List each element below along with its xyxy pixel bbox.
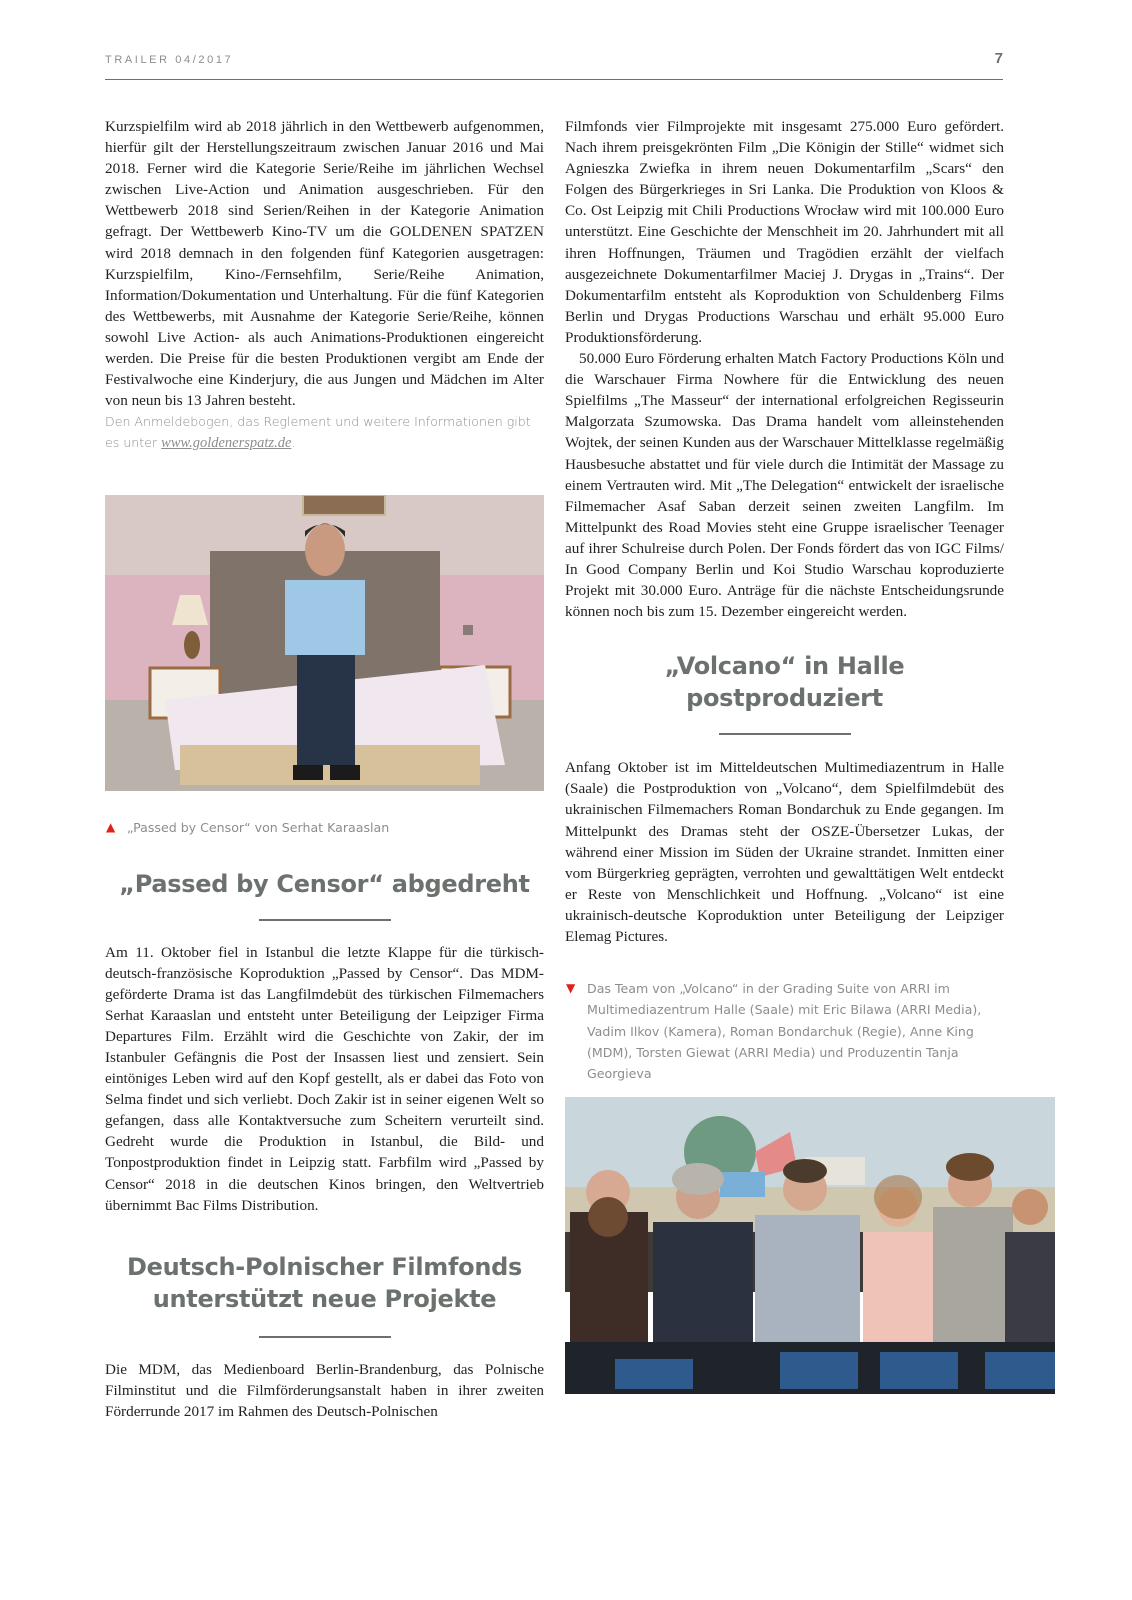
intro-text [105, 116, 544, 411]
article-paragraph: Die MDM, das Medienboard Berlin-Brandenburg, das Polnische Filminstitut und die Filmförderungsanstalt haben in ihrer zweiten Förderrunde 2017 im Rahmen des Deutsch-Polnischen [105, 1360, 544, 1420]
publication-label: TRAILER 04/2017 [105, 54, 234, 66]
article-paragraph: Anfang Oktober ist im Mitteldeutschen Multimediazentrum in Halle (Saale) die Postproduktion von „Volcano“, dem Spielfilmdebüt des ukrainischen Filmemachers Roman Bondarchuk zu Ende gegangen. Im Mittelpunkt des Dramas steht der OSZE-Übersetzer Lukas, der während einer Mission im Süden der Ukraine strandet. Inmitten einer vom Bürgerkrieg geprägten, verrohten und gewalttätigen Welt entdeckt er Reste von Menschlichkeit und Hoffnung. „Volcano“ ist eine ukrainisch-deutsche Koproduktion unter Beteiligung der Leipziger Elemag Pictures. [565, 759, 1004, 945]
team-illustration [565, 1097, 1055, 1394]
caption-text: „Passed by Censor“ von Serhat Karaaslan [127, 820, 390, 836]
heading-divider [259, 919, 391, 921]
page-number: 7 [994, 50, 1003, 67]
intro-paragraph: Kurzspielfilm wird ab 2018 jährlich in den Wettbewerb aufgenommen, hierfür gilt der Herstellungszeitraum zwischen Januar 2016 und Mai 2018. Ferner wird die Kategorie Serie/Reihe im jährlichen Wechsel zwischen Live-Action und Animation ausgeschrieben. Für den Wettbewerb 2018 sind Serien/Reihen in der Kategorie Animation gefragt. Der Wettbewerb Kino-TV um die GOLDENEN SPATZEN wird 2018 demnach in den folgenden fünf Kategorien ausgetragen: Kurzspielfilm, Kino-/Fernsehfilm, Serie/Reihe Animation, Information/Dokumentation und Unterhaltung. Für die fünf Kategorien des Wettbewerbs, mit Ausnahme der Kategorie Serie/Reihe, können sowohl Live Action- als auch Animations-Produktionen eingereicht werden. Die Preise für die besten Produktionen vergibt am Ende der Festivalwoche eine Kinderjury, die aus Jungen und Mädchen im Alter von neun bis 13 Jahren besteht. [105, 118, 544, 410]
article-paragraph: Filmfonds vier Filmprojekte mit insgesamt 275.000 Euro gefördert. Nach ihrem preisgekrönten Film „Die Königin der Stille“ widmet sich Agnieszka Zwiefka in ihrem neuen Dokumentarfilm „Scars“ den Folgen des Bürgerkrieges in Sri Lanka. Die Produktion von Kloos & Co. Ost Leipzig mit Chili Productions Wrocław wird mit 100.000 Euro unterstützt. Eine Geschichte der Menschheit im 20. Jahrhundert mit all ihren Hoffnungen, Träumen und Tragödien erzählt der vielfach ausgezeichnete Dokumentarfilmer Maciej J. Drygas in „Trains“. Der Dokumentarfilm entsteht als Koproduktion von Schuldenberg Films Berlin und Drygas Productions Warschau und erhält 95.000 Euro Produktionsförderung. [565, 118, 1004, 346]
article-paragraph: Am 11. Oktober fiel in Istanbul die letzte Klappe für die türkisch-deutsch-französische Koproduktion „Passed by Censor“. Das MDM-geförderte Drama ist das Langfilmdebüt des türkischen Filmemachers Serhat Karaaslan und entsteht unter Beteiligung der Leipziger Firma Departures Film. Erzählt wird die Geschichte von Zakir, der im Istanbuler Gefängnis die Post der Insassen liest und zensiert. Sein eintöniges Leben wird auf den Kopf gestellt, als er dabei das Foto von Selma findet und sich verliebt. Doch Zakir ist in seiner eigenen Welt so gefangen, dass alle Kontaktversuche zum Scheitern verurteilt sind. Gedreht wurde die Produktion in Istanbul, die Bild- und Tonpostproduktion findet in Leipzig statt. Farbfilm wird „Passed by Censor“ 2018 in die deutschen Kinos bringen, den Weltvertrieb übernimmt Bac Films Distribution. [105, 943, 544, 1214]
bedroom-illustration [105, 495, 544, 791]
photo-caption-volcano [565, 978, 1004, 1084]
triangle-up-icon: ▲ [106, 820, 116, 835]
article-heading-volcano: „Volcano“ in Halle postproduziert [664, 652, 905, 713]
heading-line-2: unterstützt neue Projekte [152, 1284, 497, 1313]
caption-text: Das Team von „Volcano“ in der Grading Suite von ARRI im Multimediazentrum Halle (Saale) mit Eric Bilawa (ARRI Media), Vadim Ilkov (Kamera), Roman Bondarchuk (Regie), Anne King (MDM), Torsten Giewat (ARRI Media) und Produzentin Tanja Georgieva [587, 981, 982, 1081]
website-link[interactable]: www.goldenerspatz.de [161, 435, 292, 452]
article-heading-censor: „Passed by Censor“ abgedreht [119, 869, 530, 898]
right-column [565, 116, 1004, 1394]
article-heading-filmfonds [105, 1251, 544, 1315]
info-text: Den Anmeldebogen, das Reglement und weitere Informationen gibt es unter [105, 414, 531, 451]
passed-by-censor-photo [105, 495, 544, 791]
article-paragraph: 50.000 Euro Förderung erhalten Match Factory Productions Köln und die Warschauer Firma Nowhere für die Entwicklung des neuen Spielfilms „The Masseur“ der international erfolgreichen Regisseurin Malgorzata Szumowska. Das Drama handelt vom alleinstehenden Wojtek, der seinen Kunden aus der Warschauer Mittelklasse regelmäßig Hausbesuche abstattet und für viele durch die Intimität der Massage zu einem Vertrauten wird. Mit „The Delegation“ entwickelt der israelische Filmemacher Asaf Saban derzeit seinen zweiten Langfilm. Im Mittelpunkt des Road Movies steht eine Gruppe israelischer Teenager auf ihrer Schulreise durch Polen. Der Fonds fördert das von IGC Films/ In Good Company Berlin und Koi Studio Warschau koproduzierte Projekt mit 30.000 Euro. Anträge für die nächste Entscheidungsrunde können noch bis zum 15. Dezember eingereicht werden. [565, 350, 1004, 621]
info-note [105, 411, 544, 454]
article-body-censor [105, 942, 544, 1216]
volcano-team-photo [565, 1097, 1055, 1394]
photo-caption-censor [105, 817, 544, 838]
filmfonds-continued [565, 116, 1004, 622]
triangle-down-icon: ▼ [566, 981, 576, 996]
page-header [105, 52, 1003, 80]
info-end: . [291, 435, 296, 451]
heading-divider [719, 733, 851, 735]
heading-divider [259, 1336, 391, 1338]
article-body-filmfonds [105, 1359, 544, 1422]
article-body-volcano [565, 757, 1004, 947]
left-column [105, 116, 544, 1422]
heading-line-1: Deutsch-Polnischer Filmfonds [127, 1252, 522, 1281]
